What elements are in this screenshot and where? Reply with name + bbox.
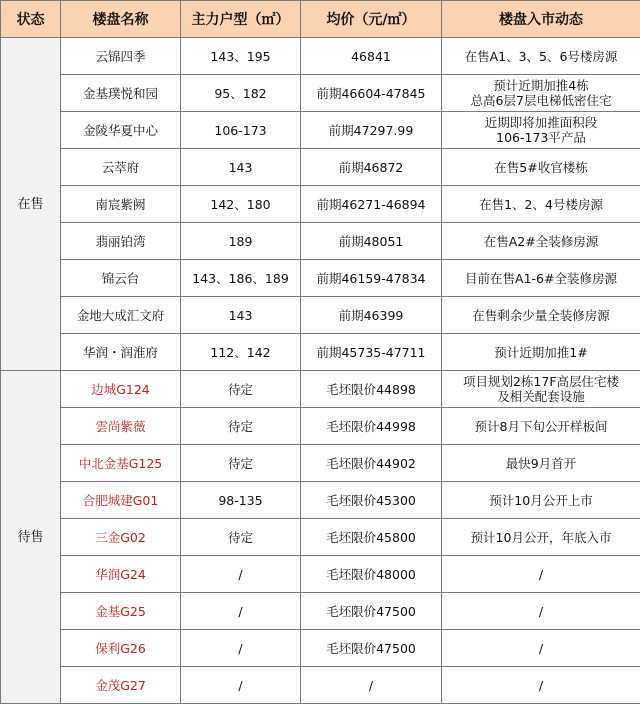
header-price: 均价（元/㎡） [301, 1, 442, 38]
unit-type-cell: 待定 [181, 408, 301, 445]
header-unit-type: 主力户型（㎡） [181, 1, 301, 38]
news-cell: 预计10月公开上市 [442, 482, 640, 519]
price-cell: 毛坯限价47500 [301, 593, 442, 630]
unit-type-cell: 143、186、189 [181, 260, 301, 297]
table-row [1, 556, 640, 593]
header-status: 状态 [1, 1, 61, 38]
property-name-cell: 锦云台 [61, 260, 181, 297]
property-name-cell: 金地大成汇文府 [61, 297, 181, 334]
unit-type-cell: 143 [181, 149, 301, 186]
property-name-cell: 南宸紫阙 [61, 186, 181, 223]
property-name-cell: 云萃府 [61, 149, 181, 186]
table-row [1, 667, 640, 704]
price-cell: 毛坯限价44902 [301, 445, 442, 482]
table-row [1, 482, 640, 519]
property-name-cell: 保利G26 [61, 630, 181, 667]
unit-type-cell: 98-135 [181, 482, 301, 519]
news-cell: / [442, 593, 640, 630]
news-cell: / [442, 556, 640, 593]
price-cell: 前期46271-46894 [301, 186, 442, 223]
price-cell: 前期45735-47711 [301, 334, 442, 371]
unit-type-cell: 143 [181, 297, 301, 334]
news-cell: 在售5#收官楼栋 [442, 149, 640, 186]
table-row [1, 371, 640, 408]
unit-type-cell: 待定 [181, 371, 301, 408]
news-cell: 预计10月公开，年底入市 [442, 519, 640, 556]
status-cell: 待售 [1, 371, 61, 704]
property-name-cell: 金基G25 [61, 593, 181, 630]
price-cell: 前期48051 [301, 223, 442, 260]
table-row [1, 297, 640, 334]
price-cell: 毛坯限价45800 [301, 519, 442, 556]
table-row [1, 519, 640, 556]
property-name-cell: 三金G02 [61, 519, 181, 556]
property-name-cell: 雲尚紫薇 [61, 408, 181, 445]
unit-type-cell: 143、195 [181, 38, 301, 75]
property-name-cell: 华润・润淮府 [61, 334, 181, 371]
news-cell: 在售A1、3、5、6号楼房源 [442, 38, 640, 75]
unit-type-cell: / [181, 630, 301, 667]
price-cell: 前期46604-47845 [301, 75, 442, 112]
news-cell: / [442, 630, 640, 667]
news-cell: 预计近期加推1# [442, 334, 640, 371]
property-name-cell: 云锦四季 [61, 38, 181, 75]
property-name-cell: 金茂G27 [61, 667, 181, 704]
table-row [1, 408, 640, 445]
unit-type-cell: / [181, 667, 301, 704]
unit-type-cell: 112、142 [181, 334, 301, 371]
header-news: 楼盘入市动态 [442, 1, 640, 38]
price-cell: 前期47297.99 [301, 112, 442, 149]
property-name-cell: 华润G24 [61, 556, 181, 593]
price-cell: 46841 [301, 38, 442, 75]
price-cell: / [301, 667, 442, 704]
news-cell: 预计8月下旬公开样板间 [442, 408, 640, 445]
unit-type-cell: 142、180 [181, 186, 301, 223]
unit-type-cell: 待定 [181, 519, 301, 556]
price-cell: 毛坯限价44898 [301, 371, 442, 408]
table-row [1, 149, 640, 186]
property-name-cell: 金陵华夏中心 [61, 112, 181, 149]
property-name-cell: 边城G124 [61, 371, 181, 408]
table-row [1, 223, 640, 260]
table-row [1, 593, 640, 630]
news-cell: 在售A2#全装修房源 [442, 223, 640, 260]
table-row [1, 630, 640, 667]
property-name-cell: 金基璞悦和园 [61, 75, 181, 112]
table-row [1, 334, 640, 371]
unit-type-cell: 106-173 [181, 112, 301, 149]
table-row [1, 112, 640, 149]
unit-type-cell: 189 [181, 223, 301, 260]
news-cell: 预计近期加推4栋 总高6层7层电梯低密住宅 [442, 75, 640, 112]
property-name-cell: 中北金基G125 [61, 445, 181, 482]
news-cell: 在售1、2、4号楼房源 [442, 186, 640, 223]
table-row [1, 75, 640, 112]
property-name-cell: 翡丽铂湾 [61, 223, 181, 260]
news-cell: 近期即将加推面积段 106-173平产品 [442, 112, 640, 149]
news-cell: / [442, 667, 640, 704]
unit-type-cell: / [181, 593, 301, 630]
price-cell: 毛坯限价47500 [301, 630, 442, 667]
table-row [1, 38, 640, 75]
price-cell: 毛坯限价44998 [301, 408, 442, 445]
header-name: 楼盘名称 [61, 1, 181, 38]
table-body [1, 38, 640, 704]
table-row [1, 186, 640, 223]
table-row [1, 260, 640, 297]
price-cell: 前期46159-47834 [301, 260, 442, 297]
status-cell: 在售 [1, 38, 61, 371]
news-cell: 项目规划2栋17F高层住宅楼 及相关配套设施 [442, 371, 640, 408]
unit-type-cell: 95、182 [181, 75, 301, 112]
header-row [1, 1, 640, 38]
property-name-cell: 合肥城建G01 [61, 482, 181, 519]
unit-type-cell: / [181, 556, 301, 593]
table-row [1, 445, 640, 482]
price-cell: 毛坯限价48000 [301, 556, 442, 593]
news-cell: 在售剩余少量全装修房源 [442, 297, 640, 334]
price-cell: 毛坯限价45300 [301, 482, 442, 519]
price-cell: 前期46399 [301, 297, 442, 334]
unit-type-cell: 待定 [181, 445, 301, 482]
price-cell: 前期46872 [301, 149, 442, 186]
news-cell: 最快9月首开 [442, 445, 640, 482]
news-cell: 目前在售A1-6#全装修房源 [442, 260, 640, 297]
